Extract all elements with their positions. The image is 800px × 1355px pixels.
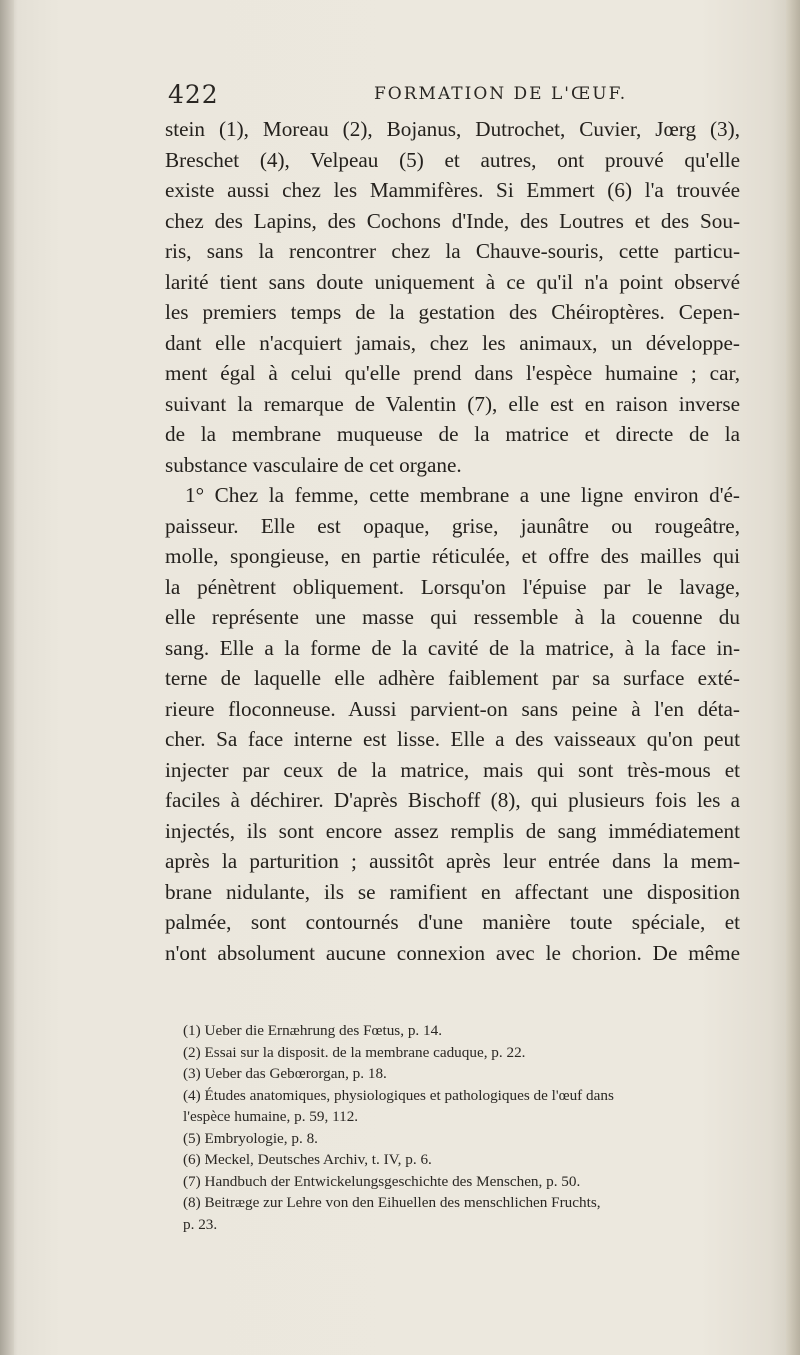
text-line: Breschet (4), Velpeau (5) et autres, ont prouvé qu'elle	[165, 147, 740, 172]
text-line: cher. Sa face interne est lisse. Elle a des vaisseaux qu'on peut	[165, 727, 740, 751]
text-line: sang. Elle a la forme de la cavité de la matrice, à la face in-	[165, 635, 740, 660]
text-line: injectés, ils sont encore assez remplis de sang immédiatement	[165, 818, 740, 843]
text-line: ment égal à celui qu'elle prend dans l'espèce humaine ; car,	[165, 361, 740, 385]
text-line: dant elle n'acquiert jamais, chez les animaux, un développe-	[165, 330, 740, 355]
footnote: (5) Embryologie, p. 8.	[183, 1129, 318, 1147]
text-line: molle, spongieuse, en partie réticulée, et offre des mailles qui	[165, 544, 740, 568]
text-line: faciles à déchirer. D'après Bischoff (8), qui plusieurs fois les a	[165, 788, 740, 812]
footnote: (4) Études anatomiques, physiologiques et pathologiques de l'œuf dans	[183, 1086, 614, 1104]
text-line: elle représente une masse qui ressemble à la couenne du	[165, 605, 740, 629]
running-title: FORMATION DE L'ŒUF.	[374, 84, 628, 104]
text-line: terne de laquelle elle adhère faiblement par sa surface exté-	[165, 666, 740, 690]
text-line: brane nidulante, ils se ramifient en affectant une disposition	[165, 879, 740, 904]
footnote: (6) Meckel, Deutsches Archiv, t. IV, p. 6.	[183, 1151, 432, 1168]
text-line: 1° Chez la femme, cette membrane a une ligne environ d'é-	[185, 483, 740, 507]
footnotes	[183, 1020, 740, 1235]
page-edge	[786, 0, 800, 1355]
text-line: stein (1), Moreau (2), Bojanus, Dutrochet, Cuvier, Jœrg (3),	[165, 117, 740, 141]
text-line: de la membrane muqueuse de la matrice et directe de la	[165, 422, 740, 446]
footnote: (1) Ueber die Ernæhrung des Fœtus, p. 14.	[183, 1022, 442, 1039]
text-line: chez des Lapins, des Cochons d'Inde, des Loutres et des Sou-	[165, 208, 740, 233]
page-number: 422	[168, 80, 219, 109]
text-line: existe aussi chez les Mammifères. Si Emmert (6) l'a trouvée	[165, 178, 740, 202]
text-line: la pénètrent obliquement. Lorsqu'on l'épuise par le lavage,	[165, 574, 740, 599]
text-line: paisseur. Elle est opaque, grise, jaunâtre ou rougeâtre,	[165, 513, 740, 538]
text-line: substance vasculaire de cet organe.	[165, 452, 462, 477]
text-line: suivant la remarque de Valentin (7), elle est en raison inverse	[165, 391, 740, 416]
text-line: n'ont absolument aucune connexion avec le chorion. De même	[165, 940, 740, 965]
page-binding-shadow	[0, 0, 14, 1355]
footnote: (8) Beitræge zur Lehre von den Eihuellen des menschlichen Fruchts,	[183, 1194, 601, 1211]
text-line: rieure floconneuse. Aussi parvient-on sans peine à l'en déta-	[165, 696, 740, 721]
text-line: ris, sans la rencontrer chez la Chauve-souris, cette particu-	[165, 239, 740, 263]
text-line: larité tient sans doute uniquement à ce qu'il n'a point observé	[165, 269, 740, 294]
footnote: (2) Essai sur la disposit. de la membrane caduque, p. 22.	[183, 1043, 526, 1061]
body-text	[165, 114, 740, 968]
text-line: les premiers temps de la gestation des Chéiroptères. Cepen-	[165, 300, 740, 324]
footnote: (7) Handbuch der Entwickelungsgeschichte des Menschen, p. 50.	[183, 1172, 581, 1190]
text-line: après la parturition ; aussitôt après leur entrée dans la mem-	[165, 849, 740, 873]
footnote-continuation: l'espèce humaine, p. 59, 112.	[183, 1108, 359, 1125]
footnote: (3) Ueber das Gebœrorgan, p. 18.	[183, 1065, 387, 1082]
text-line: palmée, sont contournés d'une manière toute spéciale, et	[165, 910, 740, 934]
footnote-continuation: p. 23.	[183, 1215, 218, 1233]
text-line: injecter par ceux de la matrice, mais qui sont très-mous et	[165, 757, 740, 782]
